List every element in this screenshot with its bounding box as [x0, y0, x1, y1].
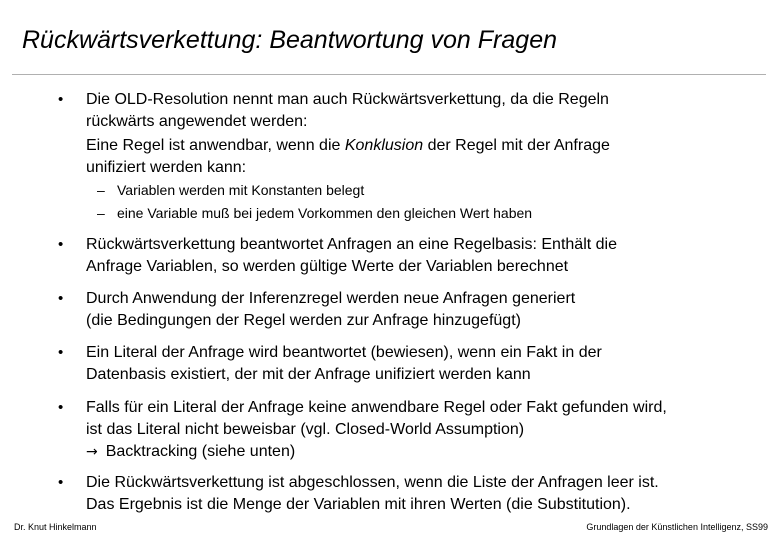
bullet-marker: • — [58, 474, 64, 491]
bullet-line: Anfrage Variablen, so werden gültige Werte der Variablen berechnet — [86, 258, 569, 275]
bullet-text — [86, 234, 776, 278]
sub-item-text: eine Variable muß bei jedem Vorkommen den gleichen Wert haben — [117, 205, 533, 221]
footer-author: Dr. Knut Hinkelmann — [14, 522, 97, 532]
bullet-line: Falls für ein Literal der Anfrage keine anwendbare Regel oder Fakt gefunden wird, — [86, 399, 667, 416]
bullet-text — [86, 397, 776, 463]
bullet-line: ist das Literal nicht beweisbar (vgl. Closed-World Assumption) — [86, 421, 525, 438]
bullet-line: Datenbasis existiert, der mit der Anfrage unifiziert werden kann — [86, 366, 531, 383]
bullet-line: Rückwärtsverkettung beantwortet Anfragen an eine Regelbasis: Enthält die — [86, 236, 617, 253]
arrow-right-icon: → — [86, 444, 98, 460]
slide-title: Rückwärtsverkettung: Beantwortung von Fragen — [22, 26, 557, 54]
bullet-line — [86, 135, 776, 157]
bullet-line: (die Bedingungen der Regel werden zur Anfrage hinzugefügt) — [86, 312, 521, 329]
bullet-text — [86, 342, 776, 386]
text-segment: der Regel mit der Anfrage — [423, 137, 610, 154]
backtracking-text: Backtracking (siehe unten) — [105, 443, 296, 460]
sub-item-text: Variablen werden mit Konstanten belegt — [117, 182, 365, 198]
bullet-marker: • — [58, 236, 64, 253]
dash-marker: – — [97, 205, 105, 221]
bullet-line — [86, 441, 776, 463]
bullet-line: Die Rückwärtsverkettung ist abgeschlossen, wenn die Liste der Anfragen leer ist. — [86, 474, 659, 491]
bullet-marker: • — [58, 290, 64, 307]
bullet-text — [86, 288, 776, 332]
bullet-line: Die OLD-Resolution nennt man auch Rückwärtsverkettung, da die Regeln — [86, 91, 609, 108]
bullet-text — [86, 89, 776, 179]
bullet-marker: • — [58, 399, 64, 416]
bullet-line: rückwärts angewendet werden: — [86, 113, 308, 130]
text-segment: Eine Regel ist anwendbar, wenn die — [86, 137, 345, 154]
bullet-line: Ein Literal der Anfrage wird beantwortet (bewiesen), wenn ein Fakt in der — [86, 344, 602, 361]
bullet-line: Durch Anwendung der Inferenzregel werden neue Anfragen generiert — [86, 290, 576, 307]
emphasized-term: Konklusion — [344, 137, 424, 154]
bullet-text — [86, 472, 776, 516]
title-divider — [12, 74, 766, 75]
footer-course: Grundlagen der Künstlichen Intelligenz, SS99 — [586, 522, 768, 532]
bullet-line: Das Ergebnis ist die Menge der Variablen mit ihren Werten (die Substitution). — [86, 496, 631, 513]
bullet-marker: • — [58, 91, 64, 108]
dash-marker: – — [97, 182, 105, 198]
bullet-line: unifiziert werden kann: — [86, 159, 247, 176]
bullet-marker: • — [58, 344, 64, 361]
